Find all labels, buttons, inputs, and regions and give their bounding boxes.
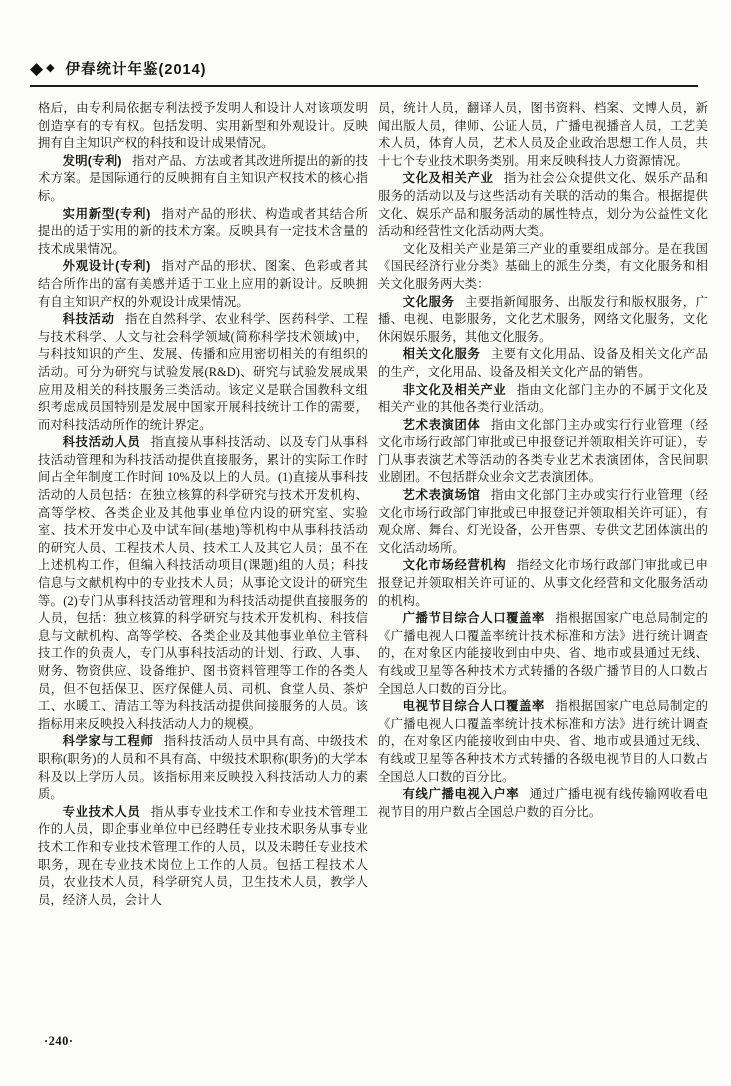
- paragraph-text: 指直接从事科技活动、以及专门从事科技活动管理和为科技活动提供直接服务，累计的实际工作时间占全年制度工作时间 10%及以上的人员。(1)直接从事科技活动的人员包括：在独立核算的科学研究与技术开发机构、高等学校、各类企业及其他事业单位内设的研究室、实验室、技术开发中心及中试车间(基地)等机构中从事科技活动的研究人员、工程技术人员、技术工人及其它人员；虽不在上述机构工作，但编入科技活动项目(课题)组的人员；科技信息与文献机构中的专业技术人员；从事论文设计的研究生等。(2)专门从事科技活动管理和为科技活动提供直接服务的人员，包括：独立核算的科学研究与技术开发机构、科技信息与文献机构、高等学校、各类企业及其他事业单位主管科技工作的负责人，专门从事科技活动的计划、行政、人事、财务、物资供应、设备维护、图书资料管理等工作的各类人员，但不包括保卫、医疗保健人员、司机、食堂人员、茶炉工、水暖工、清洁工等为科技活动提供间接服务的人员。该指标用来反映投入科技活动人力的规模。: [38, 435, 368, 731]
- paragraph-text: 指从事专业技术工作和专业技术管理工作的人员，即企事业单位中已经聘任专业技术职务从事专业技术工作和专业技术管理工作的人员，以及未聘任专业技术职务，现在专业技术岗位上工作的人员。包括工程技术人员，农业技术人员，科学研究人员，卫生技术人员，教学人员，经济人员，会计人: [38, 804, 368, 907]
- paragraph: [38, 258, 368, 311]
- paragraph-text: 指根据国家广电总局制定的《广播电视人口覆盖率统计技术标准和方法》进行统计调查的，在对象区内能接收到由中央、省、地市或县通过无线、有线或卫星等各种技术方式转播的各级电视节目的人口数占全国总人口数的百分比。: [378, 699, 708, 784]
- paragraph-text: 指对产品的形状、图案、色彩或者其结合所作出的富有美感并适于工业上应用的新设计。反映拥有自主知识产权的外观设计成果情况。: [38, 259, 368, 309]
- diamond-icon: ◆: [30, 59, 44, 78]
- paragraph: [378, 170, 708, 240]
- term-label: 科技活动: [62, 312, 115, 327]
- page-title: 伊春统计年鉴(2014): [65, 62, 207, 78]
- paragraph-text: 指由文化部门主办或实行行业管理（经文化市场行政部门审批或已申报登记并领取相关许可证），有观众席、舞台、灯光设备，公开售票、专供文艺团体演出的文化活动场所。: [378, 488, 708, 555]
- term-label: 非文化及相关产业: [402, 382, 507, 397]
- page-header: [30, 58, 698, 87]
- paragraph: [38, 206, 368, 259]
- paragraph-text: 文化及相关产业是第三产业的重要组成部分。是在我国《国民经济行业分类》基础上的派生分类，有文化服务和相关文化服务两大类：: [378, 241, 708, 291]
- term-label: 广播节目综合人口覆盖率: [402, 611, 545, 626]
- paragraph: [378, 557, 708, 610]
- term-label: 外观设计(专利): [62, 259, 151, 274]
- paragraph-text: 指在自然科学、农业科学、医药科学、工程与技术科学、人文与社会科学领域(简称科学技术领域)中，与科技知识的产生、发展、传播和应用密切相关的有组织的活动。可分为研究与试验发展(R&D)、研究与试验发展成果应用及相关的科技服务三类活动。该定义是联合国教科文组织考虑成员国特别是发展中国家开展科技统计工作的需要，而对科技活动所作的统计界定。: [38, 312, 368, 432]
- paragraph: [378, 610, 708, 698]
- term-label: 实用新型(专利): [62, 206, 151, 221]
- paragraph: [38, 434, 368, 733]
- paragraph: [38, 804, 368, 910]
- paragraph-text: 主要指新闻服务、出版发行和版权服务，广播、电视、电影服务，文化艺术服务，网络文化服务，文化休闲娱乐服务，其他文化服务。: [378, 294, 708, 344]
- paragraph: [378, 382, 708, 417]
- page-number: ·240·: [44, 1034, 74, 1048]
- paragraph-text: 指由文化部门主办或实行行业管理（经文化市场行政部门审批或已申报登记并领取相关许可证），专门从事表演艺术等活动的各类专业艺术表演团体，含民间职业剧团。不包括群众业余文艺表演团体。: [378, 417, 708, 485]
- term-label: 发明(专利): [62, 153, 122, 168]
- paragraph: [38, 311, 368, 434]
- term-label: 有线广播电视入户率: [402, 787, 520, 802]
- paragraph-text: 主要有文化用品、设备及相关文化产品的生产，文化用品、设备及相关文化产品的销售。: [378, 347, 708, 379]
- left-column: [38, 100, 368, 909]
- paragraph: [378, 100, 708, 170]
- paragraph-text: 指由文化部门主办的不属于文化及相关产业的其他各类行业活动。: [378, 382, 708, 415]
- paragraph: [38, 733, 368, 803]
- term-label: 专业技术人员: [62, 804, 141, 819]
- paragraph-text: 格后，由专利局依据专利法授予发明人和设计人对该项发明创造享有的专有权。包括发明、实用新型和外观设计。反映拥有自主知识产权的科技和设计成果情况。: [38, 101, 368, 151]
- paragraph: [378, 487, 708, 557]
- term-label: 科技活动人员: [62, 435, 141, 450]
- right-column: [378, 100, 708, 909]
- paragraph: [378, 241, 708, 294]
- paragraph: [378, 698, 708, 786]
- paragraph: [378, 417, 708, 487]
- term-label: 相关文化服务: [402, 347, 481, 362]
- paragraph-text: 员，统计人员，翻译人员，图书资料、档案、文博人员，新闻出版人员，律师、公证人员，广播电视播音人员，工艺美术人员，体育人员，艺术人员及企业政治思想工作人员，共十七个专业技术职务类别。用来反映科技人力资源情况。: [378, 101, 708, 168]
- paragraph: [378, 786, 708, 821]
- content-columns: [38, 100, 708, 909]
- term-label: 科学家与工程师: [62, 734, 154, 749]
- diamond-icon: ◆: [46, 62, 55, 74]
- term-label: 文化服务: [402, 294, 455, 309]
- term-label: 文化市场经营机构: [402, 558, 507, 573]
- term-label: 电视节目综合人口覆盖率: [402, 699, 545, 714]
- paragraph: [378, 294, 708, 347]
- term-label: 艺术表演团体: [402, 417, 481, 432]
- paragraph-text: 指对产品的形状、构造或者其结合所提出的适于实用的新的技术方案。反映具有一定技术含量的技术成果情况。: [38, 206, 368, 256]
- paragraph: [378, 346, 708, 381]
- paragraph-text: 指科技活动人员中具有高、中级技术职称(职务)的人员和不具有高、中级技术职称(职务)的大学本科及以上学历人员。该指标用来反映投入科技活动人力的素质。: [38, 734, 368, 802]
- paragraph-text: 指对产品、方法或者其改进所提出的新的技术方案。是国际通行的反映拥有自主知识产权技术的核心指标。: [38, 153, 368, 203]
- paragraph-text: 指为社会公众提供文化、娱乐产品和服务的活动以及与这些活动有关联的活动的集合。根据提供文化、娱乐产品和服务活动的属性特点，划分为公益性文化活动和经营性文化活动两大类。: [378, 171, 708, 239]
- paragraph-text: 指经文化市场行政部门审批或已申报登记并领取相关许可证的、从事文化经营和文化服务活动的机构。: [378, 558, 708, 608]
- term-label: 文化及相关产业: [402, 171, 494, 186]
- term-label: 艺术表演场馆: [402, 488, 481, 503]
- paragraph-text: 通过广播电视有线传输网收看电视节目的用户数占全国总户数的百分比。: [378, 787, 708, 819]
- paragraph: [38, 100, 368, 153]
- paragraph-text: 指根据国家广电总局制定的《广播电视人口覆盖率统计技术标准和方法》进行统计调查的，在对象区内能接收到由中央、省、地市或县通过无线、有线或卫星等各种技术方式转播的各级广播节目的人口数占全国总人口数的百分比。: [378, 611, 708, 696]
- paragraph: [38, 153, 368, 206]
